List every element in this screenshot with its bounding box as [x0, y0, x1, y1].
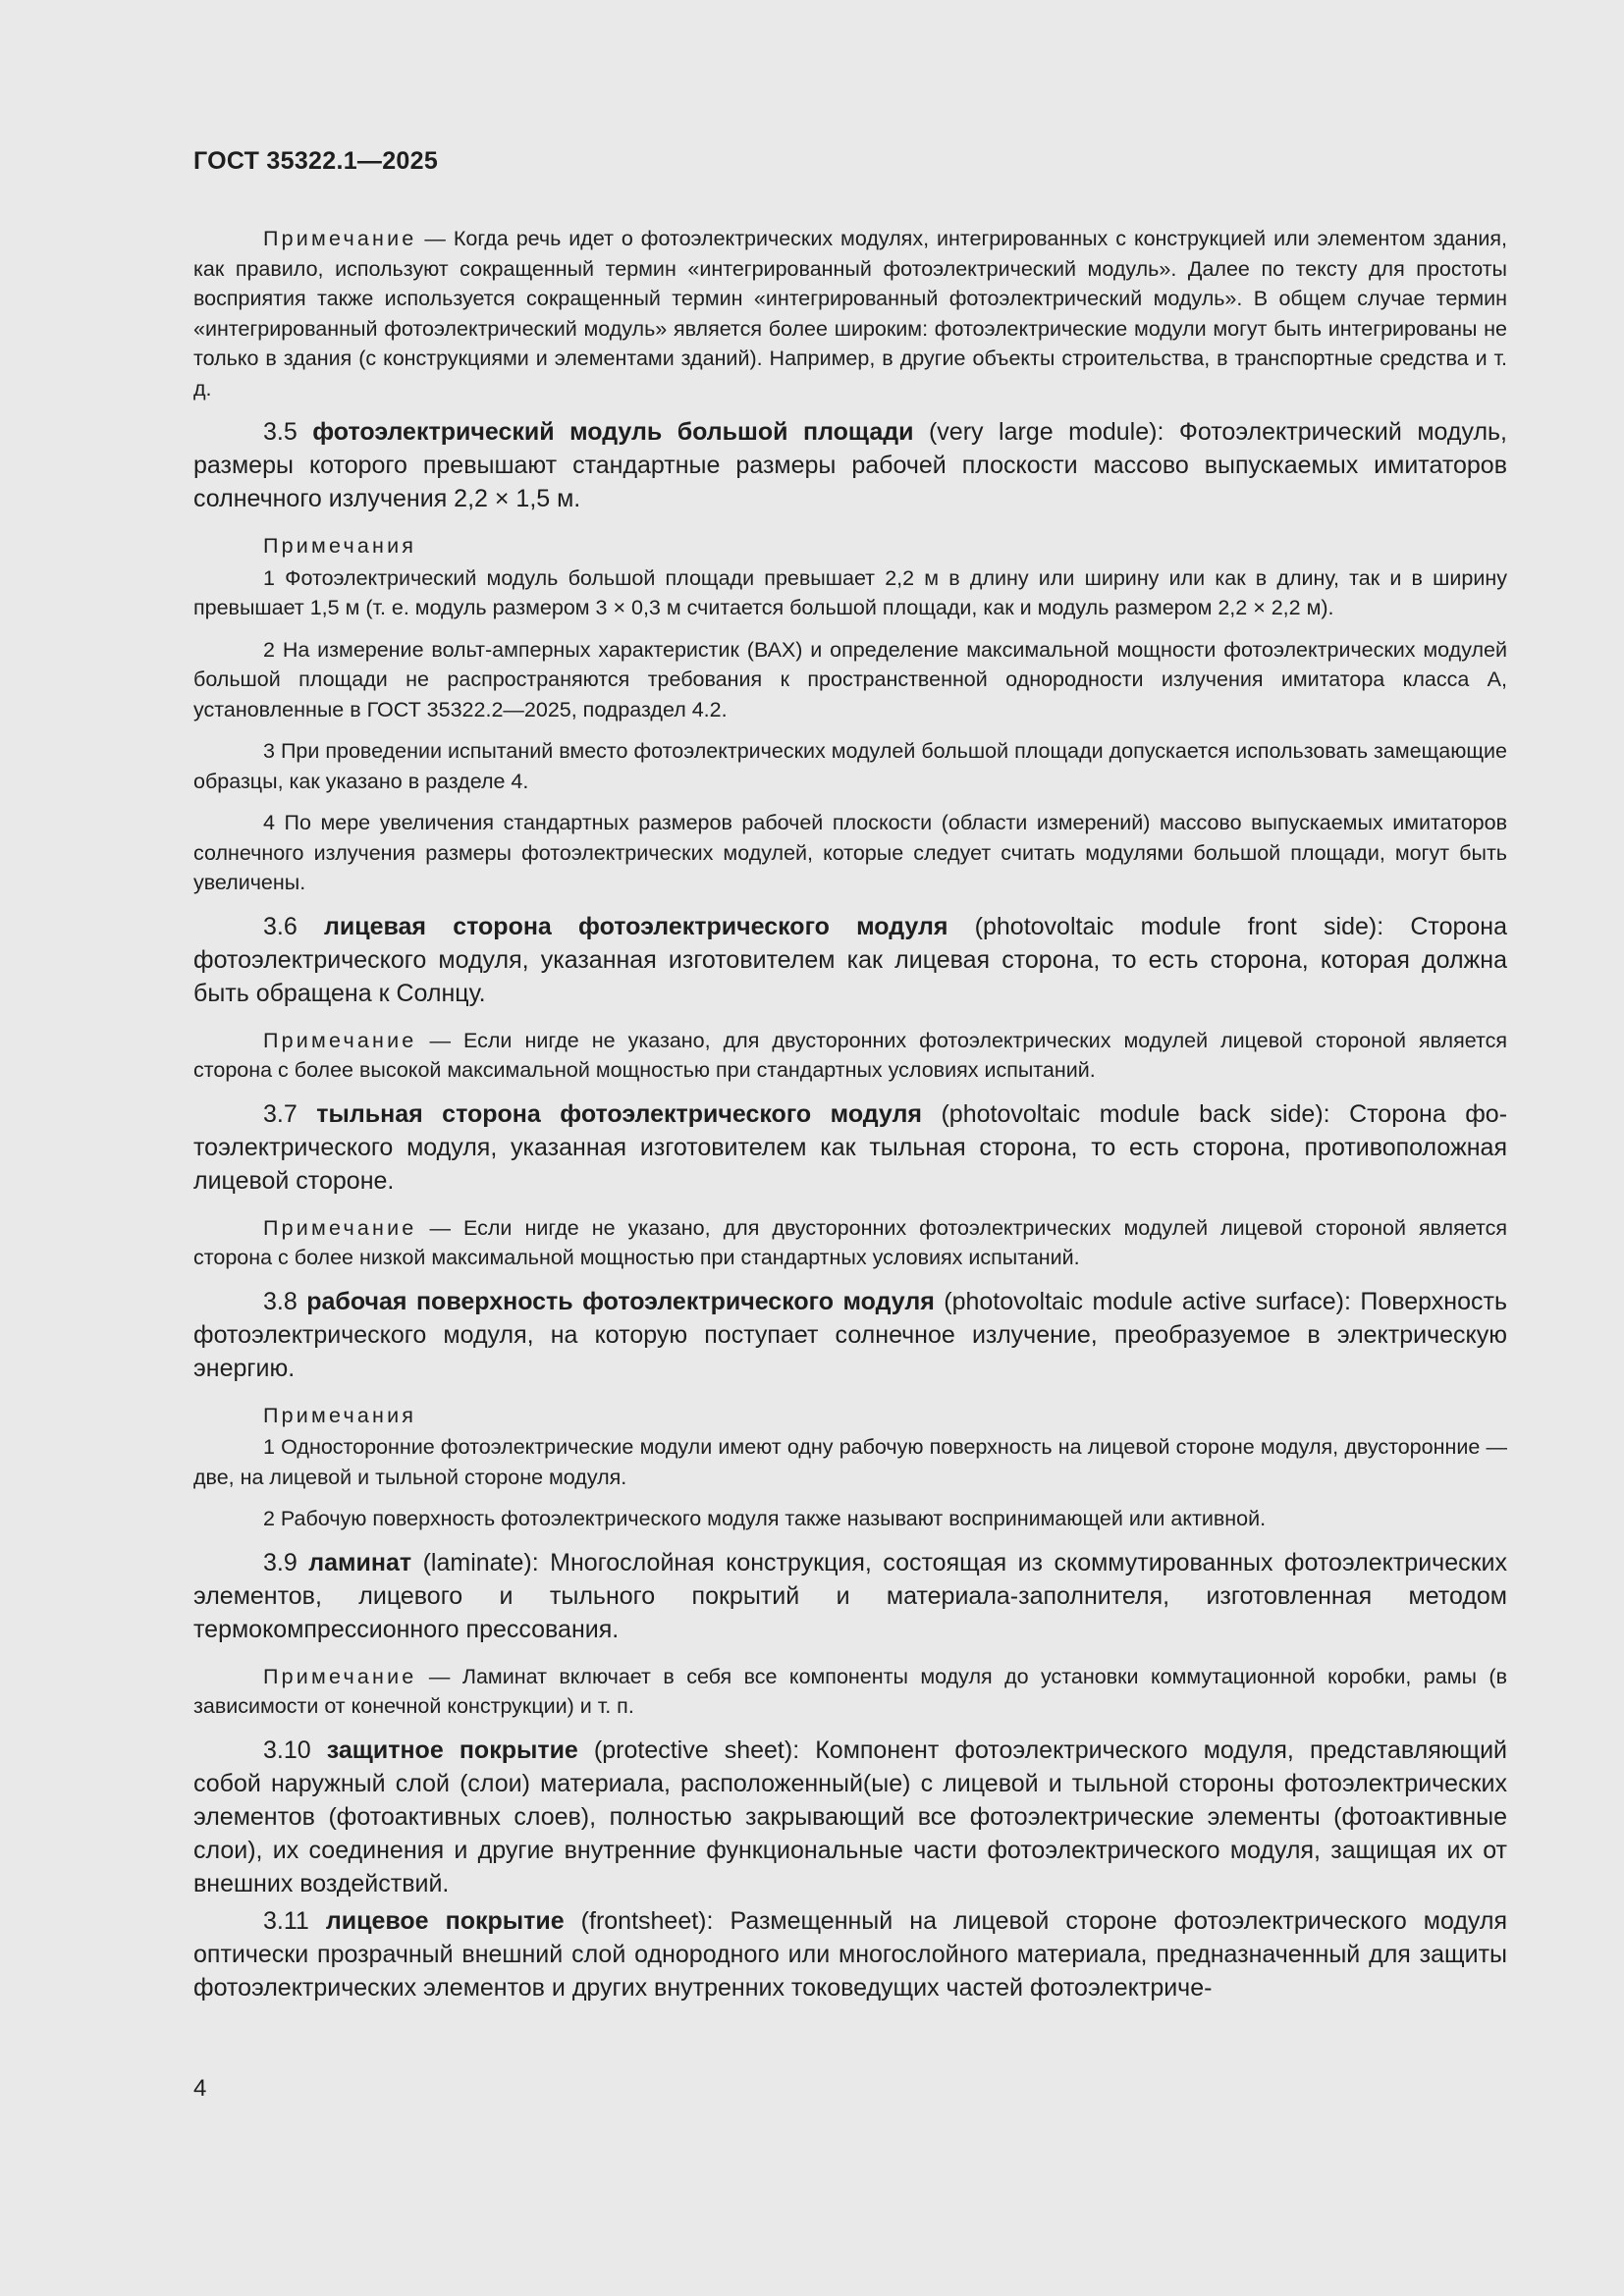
note-text: — Ламинат включает в себя все компоненты модуля до установки коммутационной коробки, рамы (в зависимости от конечной конструкции) и т. п. — [193, 1664, 1507, 1718]
definition-3-7 — [193, 1097, 1507, 1198]
page-number: 4 — [193, 2075, 207, 2102]
note-intro — [193, 224, 1507, 403]
note-label: Примечание — [263, 1664, 417, 1688]
definition-text: (frontsheet): Размещенный на лицевой стороне фотоэлектрического модуля оптически прозрачный внешний слой однородного или многослойного материала, предназначенный для защиты фотоэлектрических элементов и других внутренних токоведущих частей фотоэлектриче- — [193, 1906, 1508, 2002]
note-3-9 — [193, 1662, 1507, 1722]
note-text: — Если нигде не указано, для двусторонних фотоэлектрических модулей лицевой стороной является сторона с более низкой максимальной мощностью при стандартных условиях испытаний. — [193, 1215, 1507, 1269]
term: тыльная сторона фотоэлектрического модуля — [316, 1099, 922, 1128]
definition-3-5 — [193, 415, 1507, 515]
definition-3-10 — [193, 1734, 1507, 1900]
definition-3-11 — [193, 1904, 1507, 2004]
term: ламинат — [308, 1548, 412, 1576]
document-code-header: ГОСТ 35322.1—2025 — [193, 147, 439, 175]
note-3-7 — [193, 1213, 1507, 1273]
term: фотоэлектрический модуль большой площади — [312, 418, 914, 446]
definition-text: (photovoltaic module front side): Сторона фотоэлектрического модуля, указанная изготовителем как лицевая сторона, то есть сторона, которая должна быть обращена к Солнцу. — [193, 912, 1507, 1007]
clause-number: 3.11 — [263, 1906, 326, 1935]
definition-3-9 — [193, 1546, 1507, 1646]
definition-text: (photovoltaic module active surface): Поверхность фотоэлектрического модуля, на которую поступает солнечное излучение, преобразуемое в электрическую энергию. — [193, 1287, 1507, 1382]
notes-heading: Примечания — [263, 534, 417, 558]
clause-number: 3.10 — [263, 1735, 327, 1764]
note-item: 2 На измерение вольт-амперных характеристик (ВАХ) и определение максимальной мощности фотоэлектрических модулей большой площади не распространяются требования к пространственной однородности излучения имитатора класса А, установленные в ГОСТ 35322.2—2025, подраздел 4.2. — [193, 637, 1507, 721]
clause-number: 3.9 — [263, 1548, 309, 1576]
clause-number: 3.5 — [263, 418, 313, 446]
definition-3-8 — [193, 1285, 1507, 1385]
term: защитное покрытие — [326, 1735, 578, 1764]
definition-text: (very large module): Фотоэлектрический модуль, размеры которого превышают стандартные размеры рабочей плоскости массово выпускаемых имитаторов солнечного излучения 2,2 × 1,5 м. — [193, 418, 1507, 512]
note-label: Примечание — [263, 1215, 417, 1240]
notes-heading: Примечания — [263, 1403, 417, 1427]
term: лицевое покрытие — [325, 1906, 565, 1935]
clause-number: 3.6 — [263, 912, 324, 940]
note-item: 3 При проведении испытаний вместо фотоэлектрических модулей большой площади допускается использовать замещающие образцы, как указано в разделе 4. — [193, 739, 1507, 793]
note-item: 1 Фотоэлектрический модуль большой площади превышает 2,2 м в длину или ширину или как в длину, так и в ширину превышает 1,5 м (т. е. модуль размером 3 × 0,3 м считается большой площади, как и модуль размером 2,2 × 2,2 м). — [193, 565, 1507, 619]
term: рабочая поверхность фотоэлектрического модуля — [306, 1287, 935, 1315]
definition-text: (laminate): Многослойная конструкция, состоящая из скоммутированных фотоэлектрических элементов, лицевого и тыльного покрытий и материала-заполнителя, изготовленная методом термокомпрессионного прессования. — [193, 1548, 1507, 1643]
term: лицевая сторона фотоэлектрического модуля — [323, 912, 948, 940]
definition-3-6 — [193, 910, 1507, 1010]
definition-text: (protective sheet): Компонент фотоэлектрического модуля, представляющий собой наружный слой (слои) материала, расположенный(ые) с лицевой и тыльной стороны фотоэлектрических элементов (фотоактивных слоев), полностью закрывающий все фотоэлектрические элементы (фотоактивные слои), их соединения и другие внутренние функциональные части фотоэлектрического модуля, защищая их от внешних воздействий. — [193, 1735, 1507, 1897]
note-text: — Если нигде не указано, для двусторонних фотоэлектрических модулей лицевой стороной является сторона с более высокой максимальной мощностью при стандартных условиях испытаний. — [193, 1028, 1507, 1082]
note-label: Примечание — [263, 1028, 417, 1052]
clause-number: 3.8 — [263, 1287, 307, 1315]
note-item: 2 Рабочую поверхность фотоэлектрического модуля также называют воспринимающей или активной. — [263, 1507, 1267, 1530]
definition-text: (photovoltaic module back side): Сторона фотоэлектрического модуля, указанная изготовителем как тыльная сторона, то есть сторона, противоположная лицевой стороне. — [193, 1099, 1508, 1195]
note-item: 4 По мере увеличения стандартных размеров рабочей плоскости (области измерений) массово выпускаемых имитаторов солнечного излучения размеры фотоэлектрических модулей, которые следует считать модулями большой площади, могут быть увеличены. — [193, 811, 1507, 894]
note-label: Примечание — [263, 227, 417, 250]
note-text: — Когда речь идет о фотоэлектрических модулях, интегрированных с конструкцией или элементом здания, как правило, используют сокращенный термин «интегрированный фотоэлектрический модуль». Далее по тексту для простоты восприятия также используется сокращенный термин «интегрированный фотоэлектрический модуль». В общем случае термин «интегрированный фотоэлектрический модуль» является более широким: фотоэлектрические модули могут быть интегрированы не только в здания (с конструкциями и элементами зданий). Например, в другие объекты строительства, в транспортные средства и т. д. — [193, 227, 1507, 400]
note-item: 1 Односторонние фотоэлектрические модули имеют одну рабочую поверхность на лицевой стороне модуля, двусторонние — две, на лицевой и тыльной стороне модуля. — [193, 1435, 1507, 1489]
document-body — [193, 224, 1507, 2020]
note-3-6 — [193, 1026, 1507, 1086]
clause-number: 3.7 — [263, 1099, 317, 1128]
